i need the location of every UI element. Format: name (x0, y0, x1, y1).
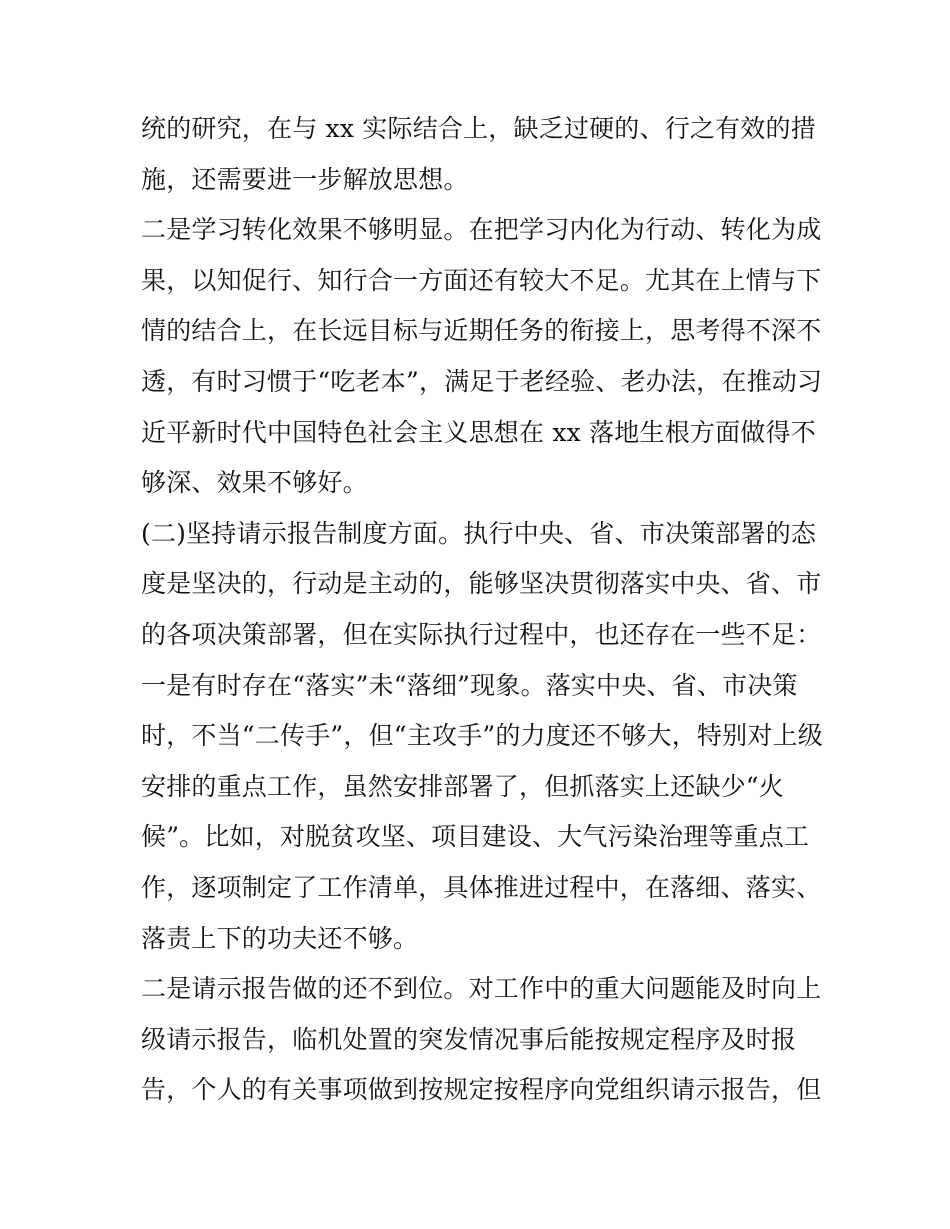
text-line: 的各项决策部署，但在实际执行过程中，也还存在一些不足： (141, 620, 822, 649)
text-line: 告，个人的有关事项做到按规定按程序向党组织请示报告，但 (141, 1075, 822, 1104)
text-line: 作，逐项制定了工作清单，具体推进过程中，在落细、落实、 (141, 873, 822, 902)
text-line: 果，以知促行、知行合一方面还有较大不足。尤其在上情与下 (141, 266, 822, 295)
text-line: 情的结合上，在长远目标与近期任务的衔接上，思考得不深不 (141, 316, 822, 345)
text-line: 统的研究，在与 xx 实际结合上，缺乏过硬的、行之有效的措 (141, 114, 816, 143)
text-line: 一是有时存在“落实”未“落细”现象。落实中央、省、市决策 (141, 671, 798, 700)
text-line: 透，有时习惯于“吃老本”，满足于老经验、老办法，在推动习 (141, 367, 823, 396)
text-line: 落责上下的功夫还不够。 (141, 924, 419, 953)
text-line: (二)坚持请示报告制度方面。执行中央、省、市决策部署的态 (141, 519, 817, 548)
text-line: 候”。比如，对脱贫攻坚、项目建设、大气污染治理等重点工 (141, 822, 810, 851)
text-line: 时，不当“二传手”，但“主攻手”的力度还不够大，特别对上级 (141, 721, 823, 750)
text-line: 安排的重点工作，虽然安排部署了，但抓落实上还缺少“火 (141, 772, 784, 801)
text-line: 够深、效果不够好。 (141, 468, 368, 497)
text-line: 度是坚决的，行动是主动的，能够坚决贯彻落实中央、省、市 (141, 569, 822, 598)
text-line: 近平新时代中国特色社会主义思想在 xx 落地生根方面做得不 (141, 418, 816, 447)
text-line: 二是请示报告做的还不到位。对工作中的重大问题能及时向上 (141, 974, 822, 1003)
text-line: 级请示报告，临机处置的突发情况事后能按规定程序及时报 (141, 1025, 797, 1054)
text-line: 二是学习转化效果不够明显。在把学习内化为行动、转化为成 (141, 215, 822, 244)
text-line: 施，还需要进一步解放思想。 (141, 165, 469, 194)
